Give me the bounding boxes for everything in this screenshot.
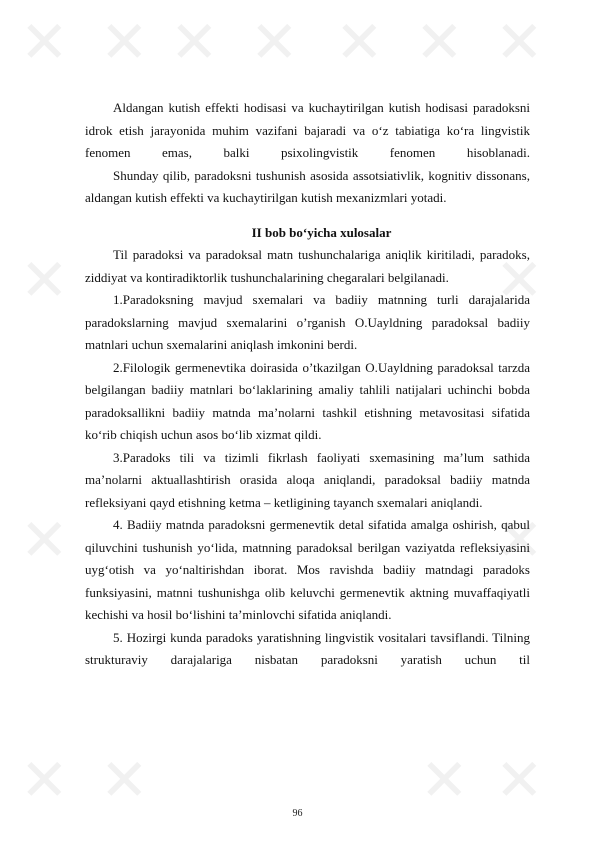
section-heading: II bob bo‘yicha xulosalar [251, 224, 392, 240]
svg-text:✕: ✕ [100, 746, 149, 814]
paragraph: 1.Paradoksning mavjud sxemalari va badiiy matnning turli darajalarida paradokslarning mavjud sxemalarini o’rganish O.Uayldning paradoksal badiiy matnlari uchun sxemalarini aniqlash imkonini berdi. [85, 292, 530, 352]
svg-text:✕: ✕ [100, 8, 149, 76]
paragraph: 2.Filologik germenevtika doirasida o’tkazilgan O.Uayldning paradoksal tarzda belgilangan badiiy matnlari bo‘laklarining amaliy tahlili natijalari uchinchi bobda paradoksallikni badiiy matnda ma’nolarni tashkil etishning metavositasi sifatida ko‘rib chiqish uchun asos bo‘lib xizmat qildi. [85, 359, 530, 442]
svg-text:✕: ✕ [495, 246, 544, 314]
svg-text:✕: ✕ [170, 8, 219, 76]
svg-text:✕: ✕ [495, 506, 544, 574]
paragraph: Shunday qilib, paradoksni tushunish asosida assotsiativlik, kognitiv dissonans, aldangan kutish effekti va kuchaytirilgan kutish mexanizmlari yotadi. [85, 167, 530, 205]
page-body [85, 97, 530, 672]
paragraph: 5. Hozirgi kunda paradoks yaratishning lingvistik vositalari tavsiflandi. Tilning strukturaviy darajalariga nisbatan paradoksni yaratish uchun til [85, 629, 530, 667]
svg-text:✕: ✕ [495, 8, 544, 76]
svg-text:✕: ✕ [495, 746, 544, 814]
paragraph: Aldangan kutish effekti hodisasi va kuchaytirilgan kutish hodisasi paradoksni idrok etish jarayonida muhim vazifani bajaradi va o‘z tabiatiga ko‘ra lingvistik fenomen emas, balki psixolingvistik fenomen hisoblanadi. [85, 100, 530, 160]
paragraph: Til paradoksi va paradoksal matn tushunchalariga aniqlik kiritiladi, paradoks, ziddiyat va kontiradiktorlik tushunchalarining chegaralari belgilanadi. [85, 247, 530, 285]
page-number: 96 [292, 808, 303, 819]
paragraph: 4. Badiiy matnda paradoksni germenevtik detal sifatida amalga oshirish, qabul qiluvchini tushunish yo‘lida, matnning paradoksal berilgan vaziyatda refleksiyasini uyg‘otish va yo‘naltirishdan iborat. Mos ravishda badiiy matndagi paradoks funksiyasini, matnni tushunishga olib keluvchi germenevtik aktning muvaffaqiyatli kechishi va hosil bo‘lishini ta’minlovchi sifatida aniqlandi. [85, 517, 530, 622]
svg-text:✕: ✕ [20, 246, 69, 314]
svg-text:✕: ✕ [250, 8, 299, 76]
svg-text:✕: ✕ [20, 506, 69, 574]
svg-text:✕: ✕ [20, 8, 69, 76]
paragraph: 3.Paradoks tili va tizimli fikrlash faoliyati sxemasining ma’lum sathida ma’nolarni aktuallashtirish orasida aloqa aniqlandi, paradoksal badiiy matnda refleksiyani qayd etishning ketma – ketligining tayanch sxemalari aniqlandi. [85, 449, 530, 510]
svg-text:✕: ✕ [415, 8, 464, 76]
svg-text:✕: ✕ [420, 746, 469, 814]
svg-text:✕: ✕ [335, 8, 384, 76]
svg-text:✕: ✕ [20, 746, 69, 814]
